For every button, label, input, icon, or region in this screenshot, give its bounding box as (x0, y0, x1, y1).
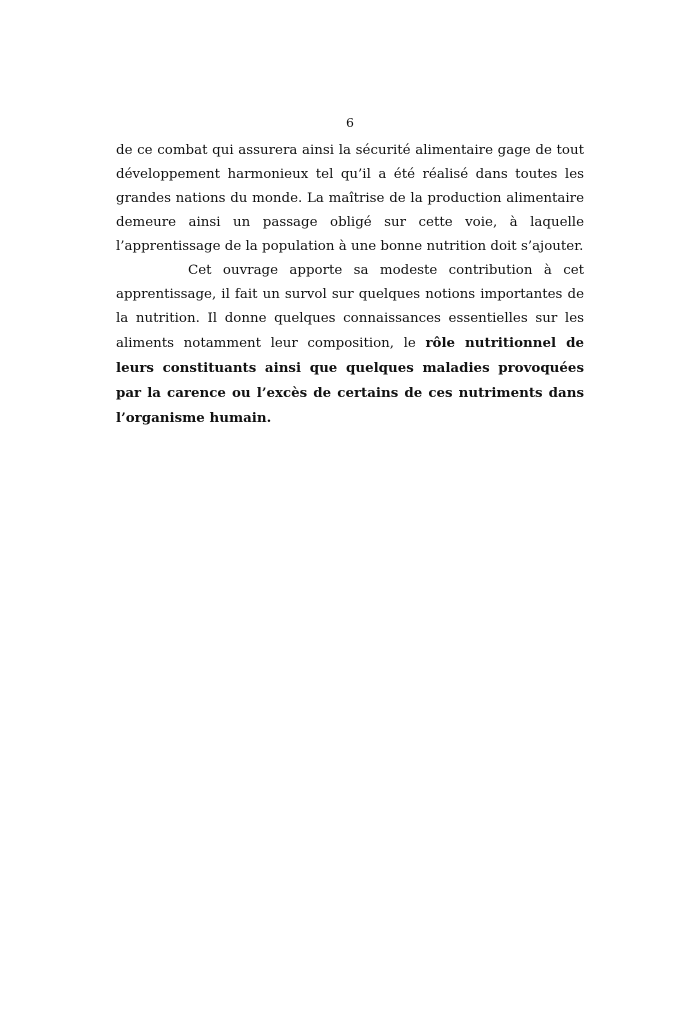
paragraph-2-bold-text: rôle nutritionnel de leurs constituants ainsi que quelques maladies provoquées par la carence ou l’excès de certains de ces nutriments dans l’organisme humain. (116, 335, 584, 426)
page-number: 6 (346, 115, 354, 130)
paragraph-2-regular-text: Cet ouvrage apporte sa modeste contribution à cet apprentissage, il fait un survol sur quelques notions importantes de la nutrition. Il donne quelques connaissances essentielles sur les aliments notamment leur composition, le (116, 263, 584, 351)
paragraph-2 (116, 259, 584, 431)
paragraph-1: de ce combat qui assurera ainsi la sécurité alimentaire gage de tout développement harmonieux tel qu’il a été réalisé dans toutes les grandes nations du monde. La maîtrise de la production alimentaire demeure ainsi un passage obligé sur cette voie, à laquelle l’apprentissage de la population à une bonne nutrition doit s’ajouter. (116, 143, 584, 254)
